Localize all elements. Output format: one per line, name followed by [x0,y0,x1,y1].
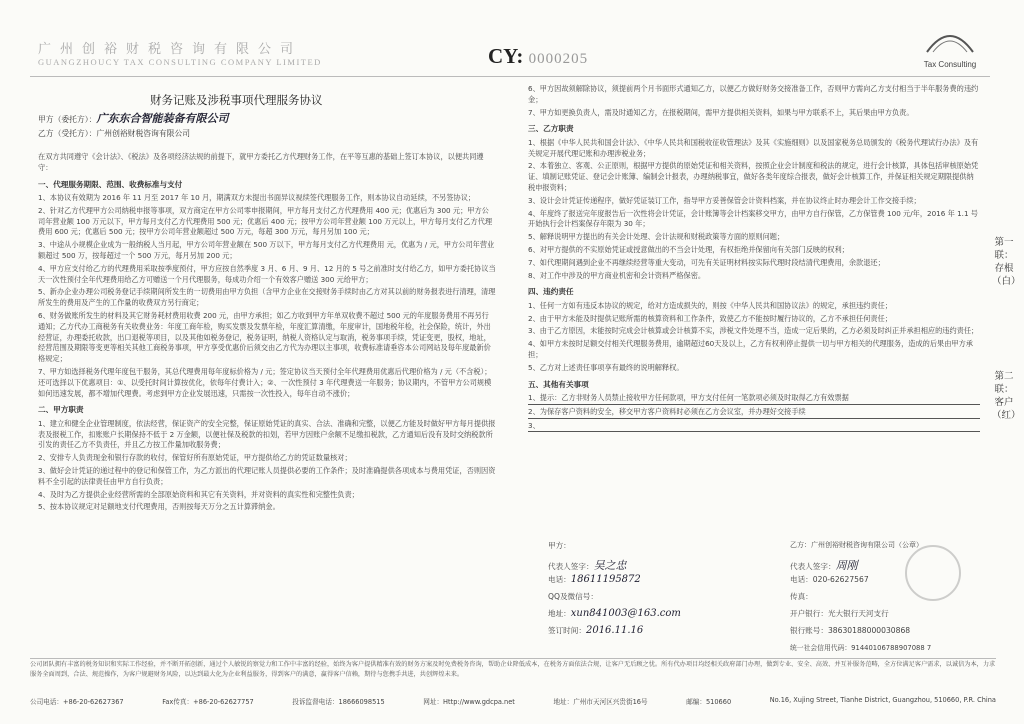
section-3-item: 4、年度终了报送完年度报告后一次性将会计凭证，会计账簿等会计档案移交甲方，由甲方自行保管，乙方保管费 100 元/年，2016 年 1.1 号开始执行会计档案保存年限为 30 年； [528,208,978,229]
section-2-item: 2、安排专人负责现金和银行存款的收付，保管好所有原始凭证，甲方提供给乙方的凭证数量核对； [38,453,352,463]
section-1-item: 1、本协议有效期为 2016 年 11 月至 2017 年 10 月，期满双方未提出书面异议视续签代理服务工作，则本协议自动延续，不另签协议； [38,192,476,202]
footer-zip: 邮编：510660 [686,698,732,706]
party-b-account: 银行账号：38630188000030868 [790,626,911,635]
party-b-signature-block [790,540,990,659]
party-b-credit-code: 统一社会信用代码：91440106788907088 7 [790,644,932,652]
section-4-title: 四、违约责任 [528,287,574,297]
footer-divider [30,658,996,659]
section-3-item: 2、本着独立、客观、公正原则，根据甲方提供的原始凭证和相关资料，按照企业会计制度和税法的规定，进行会计核算，具体包括审核原始凭证、填制记账凭证、登记会计账簿、编制会计报表，办理纳税事宜，做好各类年度综合报表，做好会计核算工作，并保证相关规定期限提供纳税申报资料； [528,161,979,192]
copy-label-customer: 第二联：客户（红） [992,371,1021,421]
section-1-item: 2、针对乙方代理甲方公司纳税申报等事项，双方商定在甲方公司零申报期间，甲方每月支付乙方代理费用 400 元；优惠后为 300 元；甲方公司年营业额 100 万元以下，甲方每月支付乙方代理费用 500 元；优惠后 400 元；按甲方公司年营业额 100 万元以上，甲方每月支付乙方代理费用 600 元；优惠后 500 元；按甲方公司年营业额超过 500 万元，每超 300 万元，每月另加 100 元； [38,205,493,237]
parties-block [38,112,498,141]
section-1-title: 一、代理服务期限、范围、收费标准与支付 [38,179,183,189]
header-divider [30,76,990,77]
section-1-item: 5、新办企业办理公司税务登记手续期间所发生的一切费用由甲方负担（含甲方企业在交接财务手续时由乙方对其以前的财务报表进行清理，清理所发生的费用及产生的工作量的收费双方另行商定； [38,287,496,308]
section-3-item: 5、解释说明甲方提出的有关会计处理、会计法规和财税政策等方面的原则问题； [528,232,785,242]
party-a-label: 甲方（委托方）： [38,115,97,124]
party-a-date-label: 签订时间： [548,626,586,635]
party-b-sign-label: 乙方：广州创裕财税咨询有限公司（公章） [790,541,923,549]
cy-label: CY: [488,44,524,68]
section-2-title: 二、甲方职责 [38,405,84,415]
right-column [528,84,980,434]
serial-number: 0000205 [528,51,589,67]
footer-address-en: No.16, Xujing Street, Tianhe District, Guangzhou, 510660, P.R. China [769,696,996,704]
section-3-item: 6、对甲方提供的不实原始凭证或授意做出的不当会计处理，有权拒绝并保留向有关部门反映的权利； [528,244,849,254]
section-1-item: 4、甲方应支付给乙方的代理费用采取按季度预付，甲方应按自然季度 3 月、6 月、9 月、12 月的 5 号之前准时支付给乙方，如甲方委托协议当天一次性预付全年代理费用给乙方可赠送一个月代理服务，每成功介绍一个有效客户赠送 300 元给甲方； [38,263,496,284]
section-2-item: 4、及时为乙方提供企业经营所需的全部原始资料和其它有关资料，并对资料的真实性和完整性负责； [38,489,359,499]
section-4-item: 2、由于甲方未能及时提供记账所需的核算资料和工作条件，致使乙方不能按时履行协议的，乙方不承担任何责任； [528,313,892,323]
party-a-rep-label: 代表人签字： [548,562,594,571]
section-2-item: 3、做好会计凭证的递过程中的登记和保管工作，为乙方派出的代理记账人员提供必要的工作条件；及时准确提供各项成本与费用凭证，否则因资料不全引起的法律责任由甲方自行负责； [38,465,496,486]
footer-fax: Fax传真：+86-20-62627757 [162,698,254,706]
section-2-item: 5、按本协议规定对足额地支付代理费用，否则按每天万分之五计算滞纳金。 [38,502,280,512]
party-b-label: 乙方（受托方）： [38,129,97,138]
section-1-item: 6、财务做账所发生的材料及其它财务耗材费用收费 200 元，由甲方承担；如乙方收到甲方年单双收费不超过 500 元的年度服务费用不再另行通知；乙方代办工商税务有关收费业务：年度工商年检，购买发票及发票年检，年度汇算清缴，年度审计，国地税年检，社会保险，统计，外出经营证，办理委托收款，出口退税等项目，以及其他如税务登记，税务证明，纳税人资格认定与取消，税务事项手续，凭证变更，股权，地址，经营范围及期限等变更等相关其他工商税务事项，甲方享受优惠价后须交由乙方代为办理以主事项，收费标准请垂咨本公司网站及每年度最新价格规定； [38,310,491,364]
left-column [38,152,496,515]
party-a-phone-label: 电话： [548,575,571,584]
logo-text: Tax Consulting [923,60,977,69]
party-a-name: 广东东合智能装备有限公司 [96,112,229,125]
logo-icon [923,22,977,56]
intro-paragraph: 在双方共同遵守《会计法》、《税法》及各项经济法规的前提下，就甲方委托乙方代理财务工作，在平等互惠的基础上签订本协议，以便共同遵守： [38,152,484,172]
party-b-rep-signature: 周刚 [835,559,858,572]
section-1-item: 3、中途从小规模企业成为一般纳税人当月起，甲方公司年营业额在 500 万以下，甲方每月支付乙方代理费用 元，优惠为 / 元，甲方公司年营业额超过 500 万，按每超过一个 500 万元，每月另加 200 元； [38,240,495,260]
party-a-date: 2016.11.16 [585,625,644,636]
footer-text: 公司团队拥有丰富的税务知识和实际工作经验，并不断开拓创新，通过个人敏锐的察觉力和工作中丰富的经验，始终为客户提供精准有效的财务方案及时免费税务咨询，帮助企业降低成本，在税务方面依法合规，让客户无后顾之忧。所有代办项目均经相关政府部门办理，做到专业、安全、高效、并互补服务范畴，全方位满足客户需求，以诚信为本，力求服务全面周到，合法、规范操作，为客户规避财务风险，以达到最大化为企业利益服务，得到客户的满意，赢得客户信赖，期待与您携手共进，共创辉煌未来。 [30,661,996,678]
party-a-signature-block [548,540,768,642]
party-a-phone: 18611195872 [570,574,641,585]
company-name-cn: 广州创裕财税咨询有限公司 [38,42,303,57]
section-5-item: 2、为保存客户资料的安全，移交甲方客户资料时必须在乙方会议室，并办理好交接手续 [528,407,980,419]
section-5-title: 五、其他有关事项 [528,379,589,389]
party-b-name: 广州创裕财税咨询有限公司 [96,129,191,138]
section-3-item: 3、设计会计凭证传递程序，做好凭证装订工作，指导甲方妥善保管会计资料档案，并在协议终止时办理会计工作交接手续； [528,195,921,205]
footer-complaint-phone: 投诉监督电话：18666098515 [292,698,385,706]
section-3-item: 1、根据《中华人民共和国会计法》、《中华人民共和国税收征收管理法》及其《实施细则》以及国家税务总局颁发的《税务代理试行办法》及有关规定开展代理记账和办理涉税业务； [528,137,979,158]
party-a-rep-signature: 吴之忠 [593,559,627,572]
section-5-item: 1、提示：乙方非财务人员禁止接收甲方任何款项，甲方支付任何一笔款项必须及时取得乙方有效票据 [528,393,980,405]
section-4-item: 3、由于乙方原因，未能按时完成会计核算或会计核算不实，涉税文件处理不当，造成一定后果的，乙方必须及时纠正并承担相应的违约责任； [528,326,979,336]
section-5-item: 3、 [528,421,980,433]
party-a-address-label: 地址： [548,609,571,618]
party-b-phone: 电话：020-62627567 [790,575,869,584]
party-a-email: xun841003@163.com [570,608,681,619]
section-2-extra-item: 7、甲方如更换负责人，需及时通知乙方，在报税期间，需甲方提供相关资料，如果与甲方联系不上，其后果由甲方负责。 [528,107,914,117]
document-title: 财务记账及涉税事项代理服务协议 [150,93,323,107]
section-1-item: 7、甲方如选择税务代理年度包干服务，其总代理费用每年度标价格为 / 元；签定协议当天预付全年代理费用优惠后代理价格为 / 元（不含税）；还可选择以下优惠项目：①、以受托时间计算按优化，依每年付费计入；②、一次性预付 3 年代理费送一年服务；协议期内，不管甲方公司规模如何迅速发展，都不增加代理费。考虑到甲方企业发展迅速，只需按一次性投入，每年自动不涨价； [38,366,492,398]
company-name-en: GUANGZHOUCY TAX CONSULTING COMPANY LIMITED [38,57,322,67]
contract-serial [488,44,588,69]
section-4-item: 1、任何一方如有违反本协议的规定，给对方造成损失的，则按《中华人民共和国协议法》的规定，承担违约责任； [528,300,892,310]
section-4-item: 4、如甲方未按时足额交付相关代理服务费用，逾期超过60天及以上，乙方有权利停止提供一切与甲方相关的代理服务，造成的后果由甲方承担； [528,339,973,359]
section-4-item: 5、乙方对上述责任事项享有最终的说明解释权。 [528,362,684,372]
section-3-title: 三、乙方职责 [528,124,574,134]
footer-contact-row [30,696,996,706]
section-2-extra-item: 6、甲方因故须解除协议，须提前两个月书面形式通知乙方，以便乙方做好财务交接准备工作，否则甲方需向乙方支付相当于半年服务费的违约金； [528,84,979,104]
section-3-item: 7、如代理期间遇到企业不再继续经营等重大变动，可先有关证明材料按实际代理时段结清代理费用，余款退还； [528,257,885,267]
footer-website: 网址：Http://www.gdcpa.net [423,698,515,706]
section-3-item: 8、对工作中涉及的甲方商业机密和会计资料严格保密。 [528,270,706,280]
copy-label-stub: 第一联：存根（白） [992,237,1021,287]
footer-address: 地址：广州市天河区兴贵街16号 [553,698,648,706]
party-a-qq-label: QQ及微信号： [548,592,598,601]
party-b-bank: 开户银行：光大银行天河支行 [790,609,889,618]
party-a-sign-label: 甲方： [548,541,571,550]
company-seal-stamp [905,545,961,601]
party-b-fax: 传真： [790,592,813,601]
party-b-rep-label: 代表人签字： [790,562,836,571]
footer-tel: 公司电话：+86-20-62627367 [30,698,124,706]
section-2-item: 1、建立和健全企业管理制度，依法经营，保证资产的安全完整，保证原始凭证的真实、合法、准确和完整，以便乙方能及时做好甲方每月提供报表及报税工作，扣账账户长期保持不低于 2 万金额，以便社保及税款的扣划，若甲方因账户余额不足缴扣税款，乙方通知后没有及时交纳税款所引发的责任乙方不负责任，并且乙方按工作量加收服务费； [38,418,496,450]
company-logo [918,22,982,74]
